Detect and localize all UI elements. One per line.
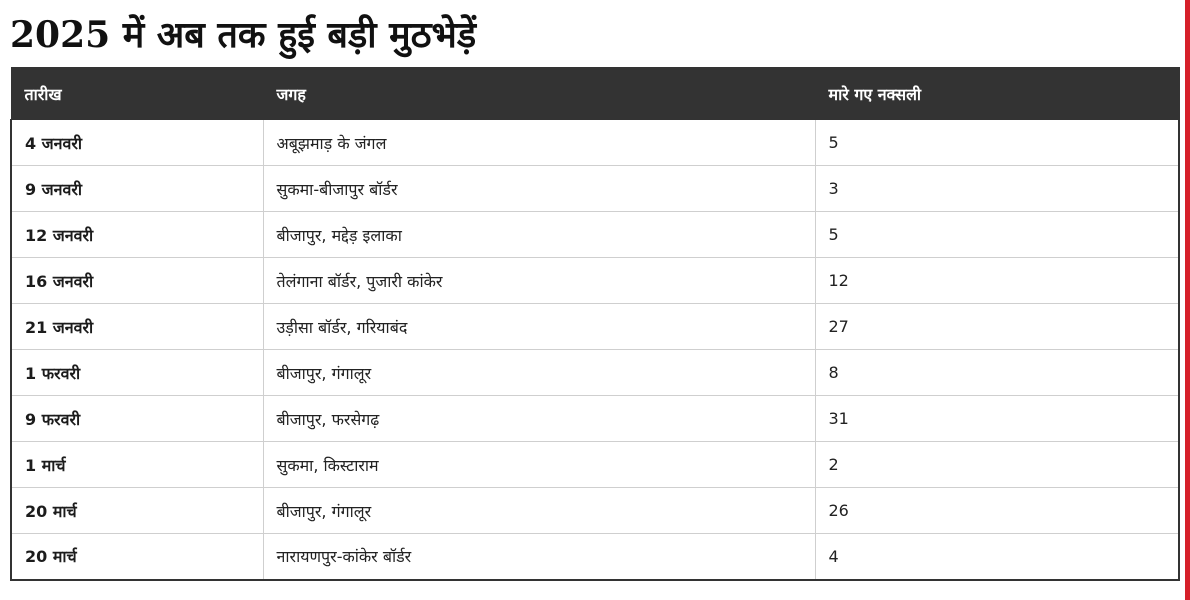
- table-row: [11, 396, 1179, 442]
- cell-place: सुकमा, किस्टाराम: [263, 442, 815, 488]
- table-row: [11, 442, 1179, 488]
- header-date: तारीख: [11, 68, 263, 120]
- cell-place: तेलंगाना बॉर्डर, पुजारी कांकेर: [263, 258, 815, 304]
- red-accent-edge: [1185, 0, 1190, 600]
- cell-place: बीजापुर, मद्देड़ इलाका: [263, 212, 815, 258]
- header-naxals-killed: मारे गए नक्सली: [815, 68, 1179, 120]
- table-row: [11, 212, 1179, 258]
- header-row: [11, 68, 1179, 120]
- cell-place: नारायणपुर-कांकेर बॉर्डर: [263, 534, 815, 580]
- cell-killed: 4: [815, 534, 1179, 580]
- cell-place: बीजापुर, गंगालूर: [263, 488, 815, 534]
- cell-place: उड़ीसा बॉर्डर, गरियाबंद: [263, 304, 815, 350]
- cell-killed: 12: [815, 258, 1179, 304]
- header-place: जगह: [263, 68, 815, 120]
- cell-killed: 31: [815, 396, 1179, 442]
- table-row: [11, 120, 1179, 166]
- table-row: [11, 350, 1179, 396]
- cell-killed: 8: [815, 350, 1179, 396]
- cell-place: बीजापुर, फरसेगढ़: [263, 396, 815, 442]
- cell-date: 20 मार्च: [11, 488, 263, 534]
- cell-date: 9 जनवरी: [11, 166, 263, 212]
- table-row: [11, 488, 1179, 534]
- cell-killed: 3: [815, 166, 1179, 212]
- encounters-table: [10, 67, 1180, 581]
- table-header: [11, 68, 1179, 120]
- cell-date: 20 मार्च: [11, 534, 263, 580]
- table-row: [11, 166, 1179, 212]
- page-title: 2025 में अब तक हुई बड़ी मुठभेड़ें: [10, 14, 477, 56]
- table-row: [11, 304, 1179, 350]
- cell-killed: 27: [815, 304, 1179, 350]
- cell-killed: 2: [815, 442, 1179, 488]
- cell-date: 9 फरवरी: [11, 396, 263, 442]
- cell-killed: 5: [815, 120, 1179, 166]
- cell-place: सुकमा-बीजापुर बॉर्डर: [263, 166, 815, 212]
- cell-date: 12 जनवरी: [11, 212, 263, 258]
- cell-date: 1 फरवरी: [11, 350, 263, 396]
- table-body: [11, 120, 1179, 580]
- cell-killed: 5: [815, 212, 1179, 258]
- table-row: [11, 534, 1179, 580]
- cell-place: अबूझमाड़ के जंगल: [263, 120, 815, 166]
- cell-date: 1 मार्च: [11, 442, 263, 488]
- cell-date: 4 जनवरी: [11, 120, 263, 166]
- table-row: [11, 258, 1179, 304]
- cell-killed: 26: [815, 488, 1179, 534]
- cell-date: 21 जनवरी: [11, 304, 263, 350]
- cell-place: बीजापुर, गंगालूर: [263, 350, 815, 396]
- cell-date: 16 जनवरी: [11, 258, 263, 304]
